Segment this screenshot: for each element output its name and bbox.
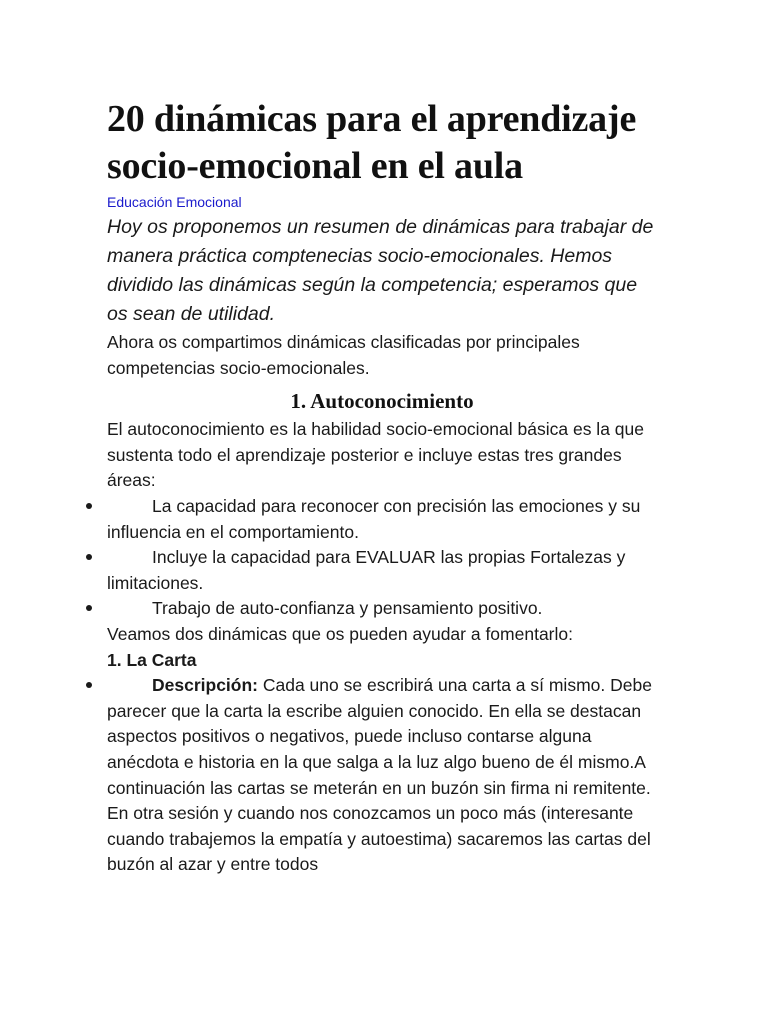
list-item: [107, 494, 657, 545]
list-item: [107, 673, 657, 878]
section-paragraph: El autoconocimiento es la habilidad socio-emocional básica es la que sustenta todo el aprendizaje posterior e incluye estas tres grandes áreas:: [107, 419, 644, 491]
article-title: 20 dinámicas para el aprendizaje socio-emocional en el aula: [107, 98, 637, 187]
list-item-text: La capacidad para reconocer con precisión las emociones y su influencia en el comportamiento.: [107, 495, 641, 542]
competence-list: [107, 494, 657, 622]
bullet-dot-icon: [86, 682, 92, 688]
article-lead: Hoy os proponemos un resumen de dinámicas para trabajar de manera práctica comptenecias socio-emocionales. Hemos dividido las dinámicas según la competencia; esperamos que os sean de utilidad.: [107, 216, 654, 325]
description-label: Descripción:: [152, 675, 258, 696]
bullet-dot-icon: [86, 503, 92, 509]
list-item: [107, 545, 657, 596]
bullet-dot-icon: [86, 605, 92, 611]
transition-text: Veamos dos dinámicas que os pueden ayudar a fomentarlo:: [107, 623, 573, 644]
description-text: Cada uno se escribirá una carta a sí mismo. Debe parecer que la carta la escribe alguien conocido. En ella se destacan aspectos positivos o negativos, puede incluso contarse alguna anécdota e historia en la que salga a la luz algo bueno de él mismo.A continuación las cartas se meterán en un buzón sin firma ni remitente. En otra sesión y cuando nos conozcamos un poco más (interesante cuando trabajemos la empatía y autoestima) sacaremos las cartas del buzón al azar y entre todos: [107, 675, 652, 875]
document-page: [107, 0, 657, 878]
list-item: [107, 596, 657, 622]
list-item-text: Incluye la capacidad para EVALUAR las propias Fortalezas y limitaciones.: [107, 547, 626, 593]
dynamic-description-list: [107, 673, 657, 878]
section-heading-autoconocimiento: 1. Autoconocimiento: [290, 389, 474, 414]
category-link[interactable]: Educación Emocional: [107, 194, 242, 210]
article-intro: Ahora os compartimos dinámicas clasificadas por principales competencias socio-emocionales.: [107, 332, 580, 378]
list-item-text: Trabajo de auto-confianza y pensamiento positivo.: [152, 598, 543, 619]
bullet-dot-icon: [86, 554, 92, 560]
dynamic-title: 1. La Carta: [107, 649, 197, 670]
